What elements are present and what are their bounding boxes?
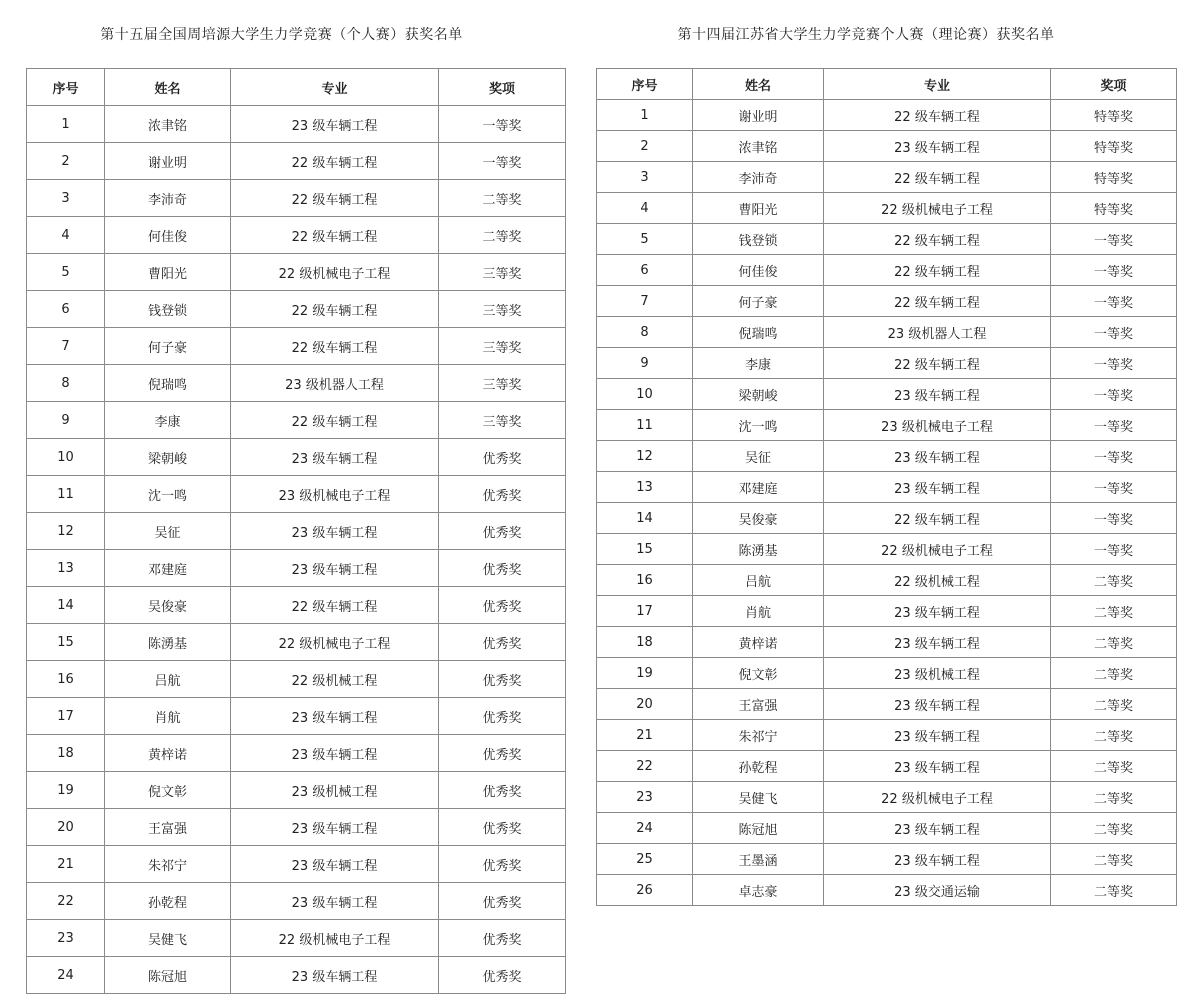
cell-name: 李沛奇 bbox=[105, 180, 231, 217]
cell-name: 王富强 bbox=[693, 689, 824, 720]
header-award: 奖项 bbox=[439, 69, 566, 106]
cell-name: 倪瑞鸣 bbox=[693, 317, 824, 348]
cell-name: 陈湧基 bbox=[105, 624, 231, 661]
cell-index: 1 bbox=[597, 100, 693, 131]
cell-major: 22 级机械工程 bbox=[231, 661, 439, 698]
cell-award: 三等奖 bbox=[439, 254, 566, 291]
table-row bbox=[27, 143, 566, 180]
cell-index: 8 bbox=[27, 365, 105, 402]
table-row bbox=[597, 224, 1177, 255]
cell-major: 22 级车辆工程 bbox=[231, 328, 439, 365]
right-table-title: 第十四届江苏省大学生力学竞赛个人赛（理论赛）获奖名单 bbox=[677, 27, 1055, 43]
left-table-body bbox=[27, 106, 566, 994]
cell-major: 23 级机械电子工程 bbox=[824, 410, 1051, 441]
cell-major: 22 级车辆工程 bbox=[824, 503, 1051, 534]
table-row bbox=[27, 883, 566, 920]
cell-major: 23 级车辆工程 bbox=[231, 698, 439, 735]
cell-award: 一等奖 bbox=[1051, 441, 1177, 472]
cell-major: 23 级车辆工程 bbox=[231, 809, 439, 846]
right-table-body bbox=[597, 100, 1177, 906]
cell-award: 特等奖 bbox=[1051, 162, 1177, 193]
cell-award: 二等奖 bbox=[1051, 565, 1177, 596]
cell-index: 2 bbox=[597, 131, 693, 162]
cell-name: 王富强 bbox=[105, 809, 231, 846]
table-row bbox=[597, 348, 1177, 379]
cell-index: 17 bbox=[27, 698, 105, 735]
cell-name: 梁朝峻 bbox=[693, 379, 824, 410]
header-name: 姓名 bbox=[693, 69, 824, 100]
cell-name: 孙乾程 bbox=[693, 751, 824, 782]
cell-major: 22 级车辆工程 bbox=[231, 587, 439, 624]
cell-index: 5 bbox=[27, 254, 105, 291]
cell-name: 邓建庭 bbox=[105, 550, 231, 587]
cell-index: 10 bbox=[597, 379, 693, 410]
cell-index: 6 bbox=[597, 255, 693, 286]
cell-name: 邓建庭 bbox=[693, 472, 824, 503]
cell-major: 22 级机械电子工程 bbox=[824, 534, 1051, 565]
cell-major: 23 级车辆工程 bbox=[824, 472, 1051, 503]
cell-major: 23 级机器人工程 bbox=[231, 365, 439, 402]
cell-name: 吴征 bbox=[105, 513, 231, 550]
cell-award: 优秀奖 bbox=[439, 624, 566, 661]
cell-major: 23 级机械电子工程 bbox=[231, 476, 439, 513]
cell-award: 二等奖 bbox=[1051, 627, 1177, 658]
cell-index: 5 bbox=[597, 224, 693, 255]
table-row bbox=[27, 809, 566, 846]
table-row bbox=[27, 661, 566, 698]
cell-name: 谢业明 bbox=[693, 100, 824, 131]
table-row bbox=[27, 217, 566, 254]
cell-award: 三等奖 bbox=[439, 291, 566, 328]
cell-major: 22 级机械电子工程 bbox=[824, 782, 1051, 813]
cell-index: 26 bbox=[597, 875, 693, 906]
cell-index: 3 bbox=[597, 162, 693, 193]
cell-name: 陈冠旭 bbox=[693, 813, 824, 844]
cell-name: 何佳俊 bbox=[693, 255, 824, 286]
header-major: 专业 bbox=[231, 69, 439, 106]
cell-name: 何子豪 bbox=[693, 286, 824, 317]
header-major: 专业 bbox=[824, 69, 1051, 100]
cell-award: 二等奖 bbox=[1051, 596, 1177, 627]
cell-major: 22 级机械工程 bbox=[824, 565, 1051, 596]
cell-name: 王墨涵 bbox=[693, 844, 824, 875]
table-row bbox=[597, 193, 1177, 224]
cell-award: 二等奖 bbox=[1051, 813, 1177, 844]
cell-index: 11 bbox=[27, 476, 105, 513]
table-row bbox=[27, 476, 566, 513]
cell-major: 23 级机器人工程 bbox=[824, 317, 1051, 348]
cell-award: 二等奖 bbox=[1051, 720, 1177, 751]
table-row bbox=[597, 472, 1177, 503]
cell-name: 吴健飞 bbox=[105, 920, 231, 957]
cell-name: 吴俊豪 bbox=[693, 503, 824, 534]
cell-award: 一等奖 bbox=[1051, 503, 1177, 534]
cell-award: 优秀奖 bbox=[439, 513, 566, 550]
cell-index: 4 bbox=[597, 193, 693, 224]
table-row bbox=[597, 100, 1177, 131]
cell-award: 优秀奖 bbox=[439, 772, 566, 809]
cell-index: 17 bbox=[597, 596, 693, 627]
cell-name: 钱登锁 bbox=[105, 291, 231, 328]
cell-award: 特等奖 bbox=[1051, 193, 1177, 224]
cell-award: 一等奖 bbox=[1051, 472, 1177, 503]
cell-name: 何佳俊 bbox=[105, 217, 231, 254]
cell-name: 吴征 bbox=[693, 441, 824, 472]
table-row bbox=[27, 254, 566, 291]
table-row bbox=[27, 624, 566, 661]
header-index: 序号 bbox=[597, 69, 693, 100]
table-row bbox=[597, 875, 1177, 906]
cell-major: 22 级车辆工程 bbox=[824, 100, 1051, 131]
table-row bbox=[27, 328, 566, 365]
table-row bbox=[597, 441, 1177, 472]
cell-name: 何子豪 bbox=[105, 328, 231, 365]
cell-award: 优秀奖 bbox=[439, 883, 566, 920]
cell-index: 8 bbox=[597, 317, 693, 348]
cell-award: 优秀奖 bbox=[439, 920, 566, 957]
cell-index: 12 bbox=[597, 441, 693, 472]
cell-index: 20 bbox=[27, 809, 105, 846]
cell-major: 23 级车辆工程 bbox=[231, 735, 439, 772]
cell-major: 22 级车辆工程 bbox=[824, 286, 1051, 317]
cell-name: 肖航 bbox=[105, 698, 231, 735]
table-row bbox=[597, 379, 1177, 410]
cell-index: 14 bbox=[597, 503, 693, 534]
cell-award: 一等奖 bbox=[1051, 255, 1177, 286]
cell-award: 优秀奖 bbox=[439, 957, 566, 994]
cell-award: 优秀奖 bbox=[439, 661, 566, 698]
cell-major: 23 级车辆工程 bbox=[824, 131, 1051, 162]
cell-name: 李康 bbox=[105, 402, 231, 439]
cell-major: 23 级车辆工程 bbox=[231, 439, 439, 476]
cell-award: 二等奖 bbox=[1051, 689, 1177, 720]
cell-name: 陈冠旭 bbox=[105, 957, 231, 994]
left-award-section bbox=[26, 24, 565, 994]
cell-index: 11 bbox=[597, 410, 693, 441]
cell-award: 一等奖 bbox=[439, 143, 566, 180]
table-row bbox=[597, 131, 1177, 162]
table-row bbox=[27, 513, 566, 550]
cell-index: 1 bbox=[27, 106, 105, 143]
cell-award: 一等奖 bbox=[1051, 534, 1177, 565]
cell-name: 吴健飞 bbox=[693, 782, 824, 813]
cell-name: 浓聿铭 bbox=[693, 131, 824, 162]
cell-index: 20 bbox=[597, 689, 693, 720]
cell-major: 23 级车辆工程 bbox=[824, 596, 1051, 627]
cell-index: 4 bbox=[27, 217, 105, 254]
cell-name: 吕航 bbox=[105, 661, 231, 698]
cell-award: 优秀奖 bbox=[439, 809, 566, 846]
table-row bbox=[27, 957, 566, 994]
cell-name: 曹阳光 bbox=[105, 254, 231, 291]
cell-award: 优秀奖 bbox=[439, 735, 566, 772]
cell-index: 9 bbox=[597, 348, 693, 379]
table-row bbox=[27, 550, 566, 587]
cell-award: 二等奖 bbox=[439, 180, 566, 217]
cell-award: 一等奖 bbox=[1051, 348, 1177, 379]
cell-index: 25 bbox=[597, 844, 693, 875]
table-row bbox=[27, 180, 566, 217]
cell-index: 7 bbox=[27, 328, 105, 365]
cell-major: 22 级机械电子工程 bbox=[231, 254, 439, 291]
table-row bbox=[597, 286, 1177, 317]
cell-name: 黄梓诺 bbox=[105, 735, 231, 772]
cell-major: 23 级车辆工程 bbox=[231, 550, 439, 587]
cell-major: 22 级机械电子工程 bbox=[824, 193, 1051, 224]
cell-name: 卓志豪 bbox=[693, 875, 824, 906]
cell-award: 特等奖 bbox=[1051, 131, 1177, 162]
header-name: 姓名 bbox=[105, 69, 231, 106]
cell-major: 23 级机械工程 bbox=[824, 658, 1051, 689]
cell-major: 23 级车辆工程 bbox=[824, 844, 1051, 875]
cell-index: 6 bbox=[27, 291, 105, 328]
cell-index: 23 bbox=[27, 920, 105, 957]
cell-name: 沈一鸣 bbox=[693, 410, 824, 441]
cell-name: 倪文彰 bbox=[105, 772, 231, 809]
cell-index: 10 bbox=[27, 439, 105, 476]
cell-award: 优秀奖 bbox=[439, 698, 566, 735]
cell-index: 22 bbox=[27, 883, 105, 920]
cell-major: 23 级机械工程 bbox=[231, 772, 439, 809]
cell-award: 一等奖 bbox=[1051, 317, 1177, 348]
table-row bbox=[27, 735, 566, 772]
table-row bbox=[597, 658, 1177, 689]
cell-name: 孙乾程 bbox=[105, 883, 231, 920]
header-index: 序号 bbox=[27, 69, 105, 106]
cell-major: 23 级交通运输 bbox=[824, 875, 1051, 906]
cell-award: 一等奖 bbox=[1051, 410, 1177, 441]
table-row bbox=[27, 106, 566, 143]
cell-name: 陈湧基 bbox=[693, 534, 824, 565]
cell-index: 21 bbox=[597, 720, 693, 751]
cell-major: 23 级车辆工程 bbox=[824, 751, 1051, 782]
cell-index: 13 bbox=[597, 472, 693, 503]
table-row bbox=[27, 772, 566, 809]
cell-name: 吴俊豪 bbox=[105, 587, 231, 624]
cell-major: 23 级车辆工程 bbox=[824, 627, 1051, 658]
cell-name: 沈一鸣 bbox=[105, 476, 231, 513]
table-row bbox=[597, 565, 1177, 596]
cell-index: 18 bbox=[27, 735, 105, 772]
cell-award: 一等奖 bbox=[1051, 286, 1177, 317]
cell-index: 23 bbox=[597, 782, 693, 813]
cell-award: 二等奖 bbox=[1051, 751, 1177, 782]
cell-award: 一等奖 bbox=[1051, 379, 1177, 410]
cell-award: 优秀奖 bbox=[439, 476, 566, 513]
cell-name: 李沛奇 bbox=[693, 162, 824, 193]
cell-major: 22 级车辆工程 bbox=[824, 255, 1051, 286]
cell-major: 22 级车辆工程 bbox=[231, 180, 439, 217]
table-row bbox=[27, 698, 566, 735]
cell-index: 14 bbox=[27, 587, 105, 624]
cell-major: 22 级机械电子工程 bbox=[231, 920, 439, 957]
cell-major: 22 级车辆工程 bbox=[231, 217, 439, 254]
cell-name: 钱登锁 bbox=[693, 224, 824, 255]
table-row bbox=[27, 439, 566, 476]
cell-award: 一等奖 bbox=[439, 106, 566, 143]
cell-major: 22 级车辆工程 bbox=[824, 348, 1051, 379]
cell-name: 倪文彰 bbox=[693, 658, 824, 689]
table-header-row bbox=[597, 69, 1177, 100]
table-row bbox=[597, 782, 1177, 813]
cell-name: 吕航 bbox=[693, 565, 824, 596]
left-award-table bbox=[26, 68, 566, 994]
table-row bbox=[597, 162, 1177, 193]
table-row bbox=[27, 402, 566, 439]
cell-index: 19 bbox=[597, 658, 693, 689]
table-row bbox=[27, 846, 566, 883]
cell-award: 优秀奖 bbox=[439, 846, 566, 883]
cell-award: 优秀奖 bbox=[439, 550, 566, 587]
cell-award: 优秀奖 bbox=[439, 587, 566, 624]
cell-name: 浓聿铭 bbox=[105, 106, 231, 143]
right-award-table bbox=[596, 68, 1177, 906]
table-header-row bbox=[27, 69, 566, 106]
cell-name: 李康 bbox=[693, 348, 824, 379]
cell-index: 15 bbox=[27, 624, 105, 661]
cell-award: 二等奖 bbox=[1051, 844, 1177, 875]
cell-name: 朱祁宁 bbox=[693, 720, 824, 751]
cell-index: 7 bbox=[597, 286, 693, 317]
cell-major: 23 级车辆工程 bbox=[231, 957, 439, 994]
table-row bbox=[597, 596, 1177, 627]
table-row bbox=[597, 627, 1177, 658]
table-row bbox=[597, 720, 1177, 751]
cell-index: 19 bbox=[27, 772, 105, 809]
cell-award: 二等奖 bbox=[1051, 782, 1177, 813]
cell-award: 二等奖 bbox=[1051, 658, 1177, 689]
cell-name: 肖航 bbox=[693, 596, 824, 627]
table-row bbox=[597, 689, 1177, 720]
cell-index: 16 bbox=[597, 565, 693, 596]
cell-award: 三等奖 bbox=[439, 402, 566, 439]
table-row bbox=[27, 920, 566, 957]
cell-major: 23 级车辆工程 bbox=[824, 813, 1051, 844]
cell-index: 16 bbox=[27, 661, 105, 698]
header-award: 奖项 bbox=[1051, 69, 1177, 100]
right-award-section bbox=[596, 24, 1176, 906]
cell-index: 9 bbox=[27, 402, 105, 439]
cell-index: 12 bbox=[27, 513, 105, 550]
cell-major: 22 级车辆工程 bbox=[231, 402, 439, 439]
cell-award: 三等奖 bbox=[439, 365, 566, 402]
left-table-title: 第十五届全国周培源大学生力学竞赛（个人赛）获奖名单 bbox=[100, 27, 463, 43]
cell-award: 二等奖 bbox=[439, 217, 566, 254]
table-row bbox=[597, 813, 1177, 844]
cell-major: 23 级车辆工程 bbox=[231, 513, 439, 550]
cell-award: 三等奖 bbox=[439, 328, 566, 365]
cell-name: 曹阳光 bbox=[693, 193, 824, 224]
cell-index: 2 bbox=[27, 143, 105, 180]
cell-name: 黄梓诺 bbox=[693, 627, 824, 658]
table-row bbox=[597, 844, 1177, 875]
table-row bbox=[27, 291, 566, 328]
table-row bbox=[597, 255, 1177, 286]
cell-index: 13 bbox=[27, 550, 105, 587]
cell-index: 24 bbox=[27, 957, 105, 994]
cell-award: 优秀奖 bbox=[439, 439, 566, 476]
cell-index: 15 bbox=[597, 534, 693, 565]
cell-award: 一等奖 bbox=[1051, 224, 1177, 255]
cell-major: 23 级车辆工程 bbox=[824, 441, 1051, 472]
cell-award: 特等奖 bbox=[1051, 100, 1177, 131]
cell-major: 23 级车辆工程 bbox=[231, 846, 439, 883]
cell-major: 22 级车辆工程 bbox=[824, 162, 1051, 193]
table-row bbox=[597, 534, 1177, 565]
table-row bbox=[597, 751, 1177, 782]
cell-major: 22 级机械电子工程 bbox=[231, 624, 439, 661]
cell-major: 23 级车辆工程 bbox=[231, 106, 439, 143]
cell-name: 朱祁宁 bbox=[105, 846, 231, 883]
cell-index: 24 bbox=[597, 813, 693, 844]
cell-major: 22 级车辆工程 bbox=[824, 224, 1051, 255]
cell-major: 23 级车辆工程 bbox=[824, 720, 1051, 751]
table-row bbox=[27, 587, 566, 624]
cell-name: 谢业明 bbox=[105, 143, 231, 180]
cell-award: 二等奖 bbox=[1051, 875, 1177, 906]
cell-name: 倪瑞鸣 bbox=[105, 365, 231, 402]
table-row bbox=[597, 410, 1177, 441]
cell-index: 21 bbox=[27, 846, 105, 883]
table-row bbox=[597, 503, 1177, 534]
cell-name: 梁朝峻 bbox=[105, 439, 231, 476]
cell-major: 22 级车辆工程 bbox=[231, 291, 439, 328]
cell-major: 23 级车辆工程 bbox=[824, 689, 1051, 720]
table-row bbox=[27, 365, 566, 402]
cell-index: 18 bbox=[597, 627, 693, 658]
table-row bbox=[597, 317, 1177, 348]
cell-major: 23 级车辆工程 bbox=[824, 379, 1051, 410]
cell-major: 22 级车辆工程 bbox=[231, 143, 439, 180]
cell-major: 23 级车辆工程 bbox=[231, 883, 439, 920]
cell-index: 3 bbox=[27, 180, 105, 217]
cell-index: 22 bbox=[597, 751, 693, 782]
